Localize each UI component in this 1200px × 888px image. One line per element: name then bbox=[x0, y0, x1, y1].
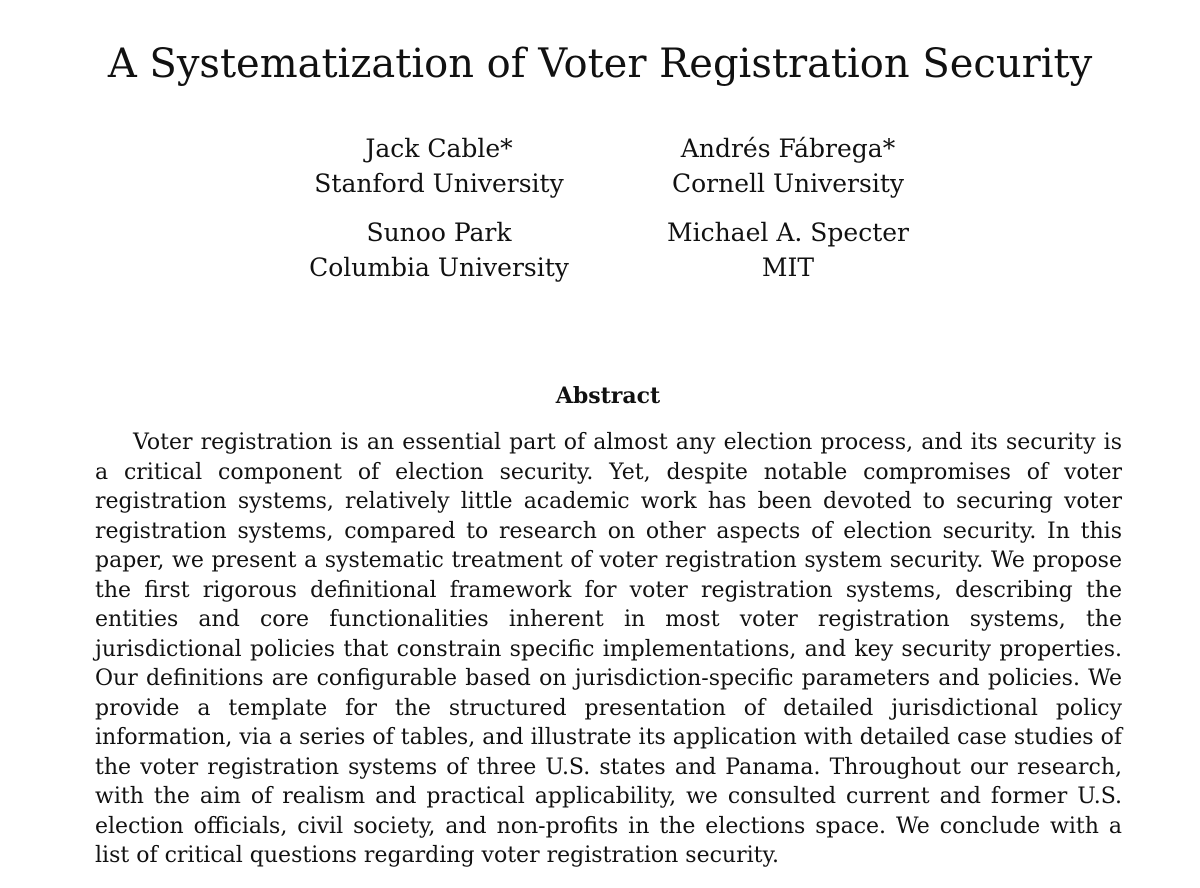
author-affiliation: MIT bbox=[761, 253, 815, 282]
author-affiliation: Stanford University bbox=[314, 169, 564, 198]
author-name: Jack Cable* bbox=[365, 134, 513, 163]
author-name: Michael A. Specter bbox=[666, 218, 909, 247]
abstract-body: Voter registration is an essential part of almost any election process, and its security is a critical component of election security. Yet, despite notable compromises of voter registration systems, relatively little academic work has been devoted to securing voter registration systems, compared to research on other aspects of election security. In this paper, we present a systematic treatment of voter registration system security. We propose the first rigorous definitional framework for voter registration systems, describing the entities and core functionalities inherent in most voter registration systems, the jurisdictional policies that constrain specific implementations, and key security properties. Our definitions are configurable based on jurisdiction-specific parameters and policies. We provide a template for the structured presentation of detailed jurisdictional policy information, via a series of tables, and illustrate its application with detailed case studies of the voter registration systems of three U.S. states and Panama. Throughout our research, with the aim of realism and practical applicability, we consulted current and former U.S. election officials, civil society, and non-profits in the elections space. We conclude with a list of critical questions regarding voter registration security. bbox=[95, 430, 1122, 868]
author-affiliation: Columbia University bbox=[309, 253, 569, 282]
author-affiliation: Cornell University bbox=[672, 169, 904, 198]
author-name: Sunoo Park bbox=[366, 218, 512, 247]
author-block bbox=[578, 215, 998, 285]
abstract-heading: Abstract bbox=[555, 383, 661, 409]
author-block bbox=[578, 131, 998, 201]
paper-title: A Systematization of Voter Registration Security bbox=[107, 41, 1093, 87]
author-name: Andrés Fábrega* bbox=[680, 134, 896, 163]
